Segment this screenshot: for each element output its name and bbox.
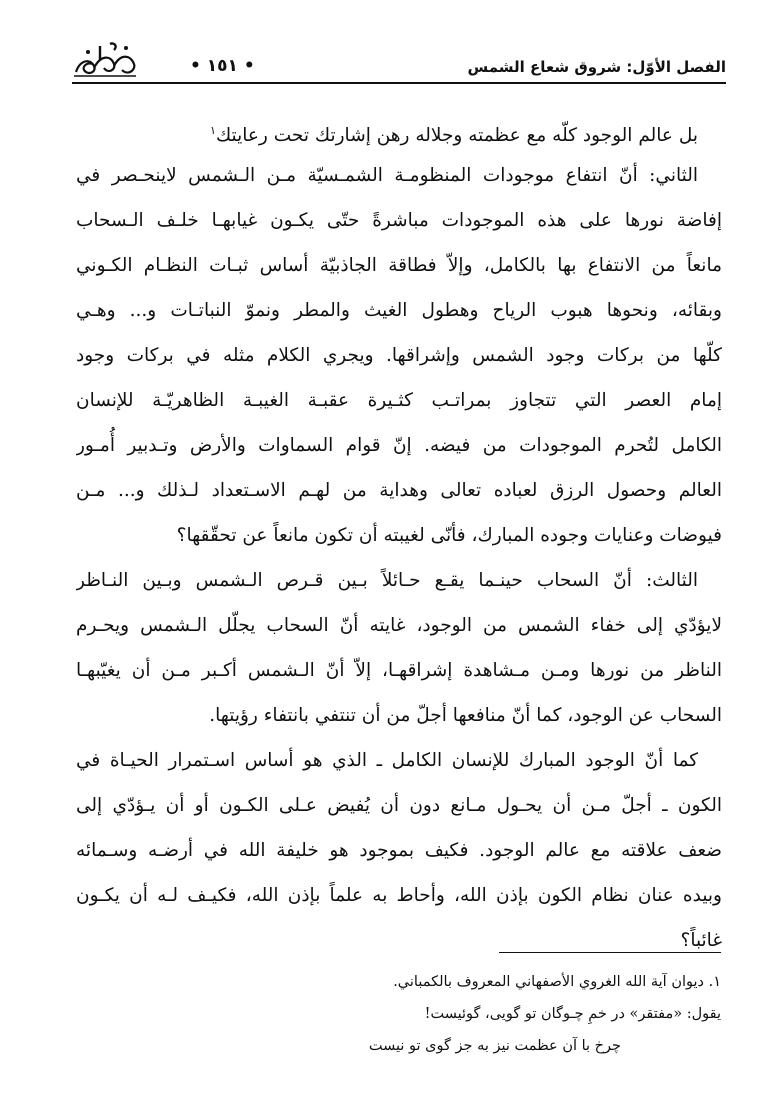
footnote-marker[interactable]: ١ [210,124,216,137]
text-line: العالم وحصول الرزق لعباده تعالى وهداية من لهـم الاسـتعداد لـذلك و... مـن [76,480,722,501]
footnote-divider [499,952,721,953]
calligraphy-ornament-icon [70,38,140,82]
text-line: الناظر من نورها ومـن مـشاهدة إشراقهـا، إلاّ أنّ الـشمس أكـبر مـن أن يغيّبهـا [76,660,722,681]
page-number: • ١٥١ • [190,56,255,76]
text-line: الكامل لتُحرم الموجودات من فيضه. إنّ قوام السماوات والأرض وتـدبير أُمـور [76,435,722,456]
header-divider [72,82,726,84]
footnote-item: يقول: «مفتقر» در خمِ چـوگان تو گويى، گوئيست! [424,1006,721,1022]
text-line: الكون ـ أجلّ مـن أن يحـول مـانع دون أن يُفيض عـلى الكـون أو أن يـؤدّي إلى [76,795,722,816]
text-line: الثاني: أنّ انتفاع موجودات المنظومـة الشمـسيّة مـن الـشمس لاينحـصر في [76,165,698,186]
chapter-title: الفصل الأوّل: شروق شعاع الشمس [467,58,726,76]
footnotes [81,966,721,1062]
text-line: كلّها من بركات وجود الشمس وإشراقها. ويجري الكلام مثله في بركات وجود [76,345,722,366]
text-line: الثالث: أنّ السحاب حينـما يقـع حـائلاً بـين قـرص الـشمس وبـين النـاظر [76,570,698,591]
main-text [76,108,722,963]
text-line: فيوضات وعنايات وجوده المبارك، فأنّى لغيبته أن تكون مانعاً عن تحقّقها؟ [176,525,722,546]
text-line: السحاب عن الوجود، كما أنّ منافعها أجلّ من أن تنتفي بانتفاء رؤيتها. [209,705,722,726]
text-line: وبيده عنان نظام الكون بإذن الله، وأحاط به علماً بإذن الله، فكيـف لـه أن يكـون [76,885,722,906]
text-line: مانعاً من الانتفاع بها بالكامل، وإلاّ فطاقة الجاذبيّة أساس ثبـات النظـام الكـوني [76,255,722,276]
text-line: إفاضة نورها على هذه الموجودات مباشرةً حتّى يكـون غيابهـا خلـف الـسحاب [76,210,722,231]
text-line: إمام العصر التي تتجاوز بمراتـب كثـيرة عقبـة الغيبـة الظاهريّـة للإنسان [76,390,722,411]
text-line: لايؤدّي إلى خفاء الشمس من الوجود، غايته أنّ السحاب يجلّل الـشمس ويحـرم [76,615,722,636]
text-line: بل عالم الوجود كلّه مع عظمته وجلاله رهن إشارتك تحت رعايتك$^١$ [210,124,698,147]
text-line: وبقائه، ونحوها هبوب الرياح وهطول الغيث والمطر ونموّ النباتـات و... وهـي [76,300,722,321]
running-header [70,44,726,80]
footnote-item: ١. ديوان آية الله الغروي الأصفهاني المعروف بالكمباني. [393,974,721,990]
text-line: ضعف علاقته مع عالم الوجود. فكيف بموجود هو خليفة الله في أرضـه وسـمائه [76,840,722,861]
footnote-poem-line: چرخ با آن عظمت نيز به جز گوى تو نيست [368,1038,621,1054]
text-line: كما أنّ الوجود المبارك للإنسان الكامل ـ الذي هو أساس اسـتمرار الحيـاة في [76,750,698,771]
text-line: غائباً؟ [680,930,722,951]
